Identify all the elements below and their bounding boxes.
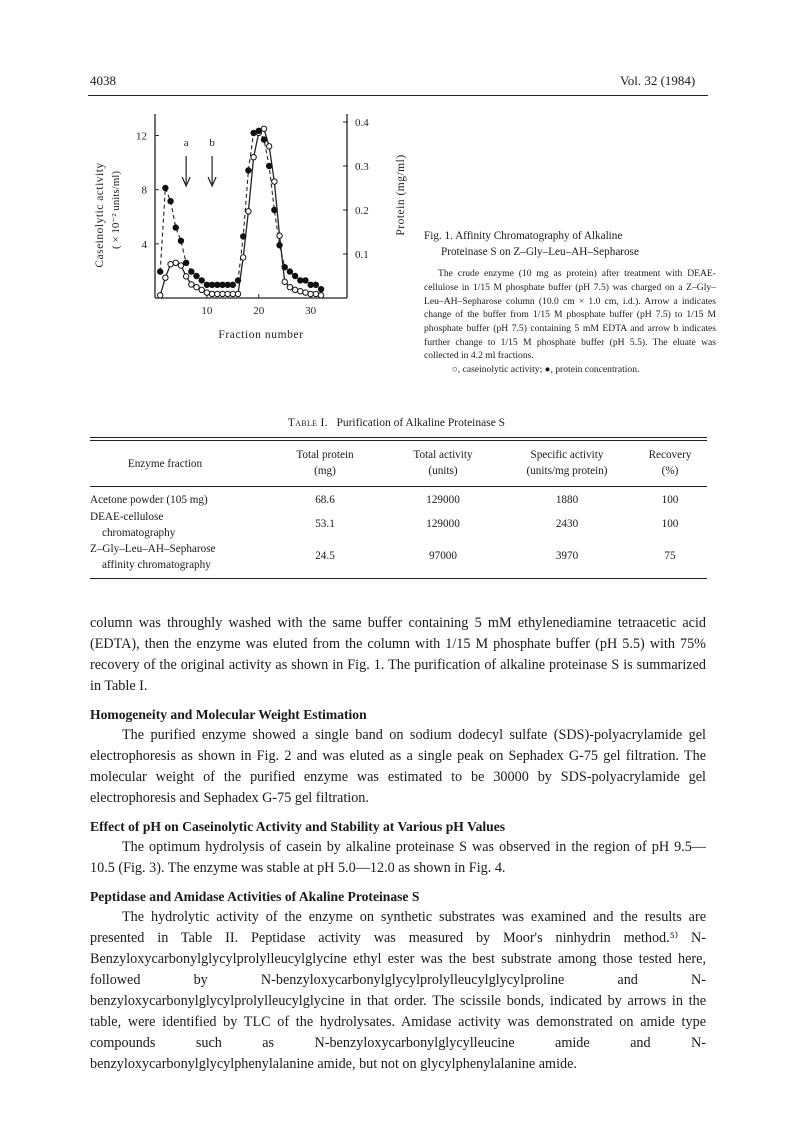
- y-left-tick-label: 8: [141, 184, 147, 197]
- figure-caption: [424, 228, 716, 376]
- protein-point: [261, 137, 266, 142]
- protein-point: [220, 282, 225, 287]
- protein-point: [282, 265, 287, 270]
- y-left-axis-label: Caseinolytic activity: [94, 162, 106, 268]
- caption-title-line1: Fig. 1. Affinity Chromatography of Alkaline: [424, 230, 623, 242]
- protein-point: [157, 269, 162, 274]
- activity-point: [235, 291, 240, 296]
- table-label: Table I.: [287, 417, 328, 429]
- x-axis-label: Fraction number: [218, 329, 304, 341]
- activity-line: [160, 129, 321, 296]
- table-row: Acetone powder (105 mg): [90, 494, 208, 506]
- y-right-tick-label: 0.2: [355, 205, 369, 217]
- protein-point: [251, 130, 256, 135]
- table-bottom-rule: [90, 578, 707, 579]
- volume-label: Vol. 32 (1984): [620, 73, 696, 88]
- cell-recovery: 100: [661, 518, 679, 530]
- protein-point: [241, 234, 246, 239]
- header-recovery: Recovery (%): [648, 449, 692, 477]
- cell-specific: 1880: [555, 494, 579, 506]
- page-number: 4038: [90, 73, 116, 88]
- protein-point: [209, 282, 214, 287]
- protein-point: [287, 269, 292, 274]
- table-header: [90, 448, 707, 484]
- protein-point: [230, 282, 235, 287]
- header-specific-activity: Specific activity (units/mg protein): [526, 449, 608, 477]
- table-title: [0, 417, 793, 429]
- cell-activity: 129000: [426, 494, 460, 506]
- chart-lines: [160, 129, 321, 296]
- activity-point: [251, 155, 256, 160]
- y-right-tick-label: 0.4: [355, 117, 369, 129]
- activity-point: [220, 291, 225, 296]
- section-heading: Peptidase and Amidase Activities of Akaline Proteinase S: [90, 889, 420, 904]
- arrow-label-b: b: [209, 137, 215, 149]
- protein-point: [277, 243, 282, 248]
- activity-point: [246, 209, 251, 214]
- x-tick-label: 10: [201, 305, 213, 317]
- activity-point: [209, 291, 214, 296]
- table-row: Z–Gly–Leu–AH–Sepharose affinity chromatography: [90, 543, 216, 571]
- activity-point: [308, 291, 313, 296]
- table-top-rule-2: [90, 440, 707, 441]
- table-row: DEAE-cellulose chromatography: [90, 511, 176, 539]
- cell-activity: 97000: [429, 550, 457, 562]
- caption-body: The crude enzyme (10 mg as protein) after treatment with DEAE-cellulose in 1/15 M phosphate buffer (pH 7.5) was charged on a Z–Gly–Leu–AH–Sepharose column (10.0 cm × 1.0 cm, i.d.). Arrow a indicates change of the buffer from 1/15 M phosphate buffer (pH 7.5) to 1/15 M phosphate buffer (pH 7.5) containing 5 mM EDTA and arrow b indicates further change to 1/15 M phosphate buffer (pH 5.5). The eluate was collected in 4.2 ml fractions.: [424, 268, 716, 362]
- section-heading: Effect of pH on Caseinolytic Activity and Stability at Various pH Values: [90, 819, 506, 834]
- chart-labels: [94, 117, 407, 341]
- activity-point: [230, 291, 235, 296]
- activity-point: [215, 291, 220, 296]
- protein-point: [292, 273, 297, 278]
- activity-point: [199, 287, 204, 292]
- paragraph: The purified enzyme showed a single band on sodium dodecyl sulfate (SDS)-polyacrylamide gel electrophoresis as shown in Fig. 2 and was eluted as a single peak on Sephadex G-75 gel filtration. The molecular weight of the purified enzyme was estimated to be 30000 by SDS-polyacrylamide gel electrophoresis and Sephadex G-75 gel filtration.: [90, 727, 706, 806]
- cell-recovery: 75: [664, 550, 676, 562]
- activity-point: [287, 284, 292, 289]
- activity-point: [272, 179, 277, 184]
- activity-point: [157, 293, 162, 298]
- activity-point: [292, 287, 297, 292]
- caption-title-line2: Proteinase S on Z–Gly–Leu–AH–Sepharose: [441, 246, 639, 259]
- y-left-tick-label: 4: [141, 238, 147, 251]
- protein-point: [189, 269, 194, 274]
- protein-point: [298, 278, 303, 283]
- paragraph: The optimum hydrolysis of casein by alkaline proteinase S was observed in the region of pH 9.5—10.5 (Fig. 3). The enzyme was stable at pH 5.0—12.0 as shown in Fig. 4.: [90, 839, 706, 876]
- activity-point: [277, 233, 282, 238]
- activity-point: [173, 260, 178, 265]
- protein-point: [318, 287, 323, 292]
- protein-point: [163, 185, 168, 190]
- activity-point: [178, 263, 183, 268]
- table-title-text: Purification of Alkaline Proteinase S: [336, 417, 506, 429]
- protein-point: [173, 225, 178, 230]
- protein-point: [266, 163, 271, 168]
- activity-point: [241, 255, 246, 260]
- activity-point: [298, 289, 303, 294]
- cell-activity: 129000: [426, 518, 460, 530]
- section-heading: Homogeneity and Molecular Weight Estimation: [90, 707, 367, 722]
- protein-point: [178, 238, 183, 243]
- header-total-protein: Total protein (mg): [296, 449, 354, 477]
- table-mid-rule: [90, 486, 707, 487]
- protein-point: [303, 278, 308, 283]
- header-total-activity: Total activity (units): [413, 449, 473, 477]
- activity-point: [266, 144, 271, 149]
- activity-point: [303, 290, 308, 295]
- header-rule: [88, 95, 708, 96]
- table-body: [90, 493, 707, 577]
- activity-point: [318, 293, 323, 298]
- activity-point: [225, 291, 230, 296]
- y-left-tick-label: 12: [136, 130, 147, 143]
- protein-point: [313, 282, 318, 287]
- activity-point: [282, 279, 287, 284]
- activity-point: [168, 261, 173, 266]
- protein-point: [215, 282, 220, 287]
- activity-point: [204, 290, 209, 295]
- caption-title: [424, 228, 716, 260]
- protein-line: [160, 131, 321, 289]
- protein-point: [225, 282, 230, 287]
- arrow-label-a: a: [183, 137, 189, 149]
- body-text: [90, 613, 706, 1075]
- y-right-tick-label: 0.3: [355, 161, 369, 173]
- cell-recovery: 100: [661, 494, 679, 506]
- protein-point: [183, 260, 188, 265]
- y-right-axis-label: Protein (mg/ml): [395, 154, 407, 236]
- paragraph: column was throughly washed with the same buffer containing 5 mM ethylenediamine tetraacetic acid (EDTA), then the enzyme was eluted from the column with 1/15 M phosphate buffer (pH 5.5) with 75% recovery of the original activity as shown in Fig. 1. The purification of alkaline proteinase S is summarized in Table I.: [90, 615, 706, 694]
- protein-point: [199, 278, 204, 283]
- cell-protein: 68.6: [315, 494, 335, 506]
- protein-point: [204, 282, 209, 287]
- activity-point: [261, 126, 266, 131]
- protein-point: [246, 168, 251, 173]
- cell-protein: 24.5: [315, 550, 335, 562]
- table-top-rule: [90, 437, 707, 438]
- protein-point: [194, 273, 199, 278]
- protein-point: [235, 278, 240, 283]
- protein-point: [168, 199, 173, 204]
- cell-specific: 3970: [555, 550, 579, 562]
- caption-legend: ○, caseinolytic activity; ●, protein concentration.: [452, 363, 640, 375]
- y-left-axis-unit: ( × 10⁻² units/ml): [110, 171, 122, 249]
- paragraph: The hydrolytic activity of the enzyme on synthetic substrates was examined and the results are presented in Table II. Peptidase activity was measured by Moor's ninhydrin method.⁵⁾ N-Benzyloxycarbonylglycylprolylleucylglycine ethyl ester was the best substrate among those tested here, followed by N-benzyloxycarbonylglycylprolylleucylglycylproline and N-benzyloxycarbonylglycylprolylleucylglycine in that order. The scissile bonds, indicated by arrows in the table, were identified by TLC of the hydrolysates. Amidase activity was demonstrated on amide type compounds such as N-benzyloxycarbonylglycylleucine amide and N-benzyloxycarbonylglycylphenylalanine amide, but not on glycylphenylalanine amide.: [90, 909, 706, 1072]
- fig1-chromatography-chart: [0, 100, 430, 375]
- header-enzyme-fraction: Enzyme fraction: [127, 458, 203, 470]
- activity-point: [194, 284, 199, 289]
- activity-point: [183, 274, 188, 279]
- activity-point: [163, 275, 168, 280]
- protein-point: [272, 207, 277, 212]
- cell-specific: 2430: [555, 518, 579, 530]
- activity-point: [189, 282, 194, 287]
- x-tick-label: 20: [253, 305, 265, 317]
- protein-point: [308, 282, 313, 287]
- cell-protein: 53.1: [315, 518, 335, 530]
- activity-point: [313, 291, 318, 296]
- protein-point: [256, 128, 261, 133]
- x-tick-label: 30: [305, 305, 317, 317]
- y-right-tick-label: 0.1: [355, 249, 369, 261]
